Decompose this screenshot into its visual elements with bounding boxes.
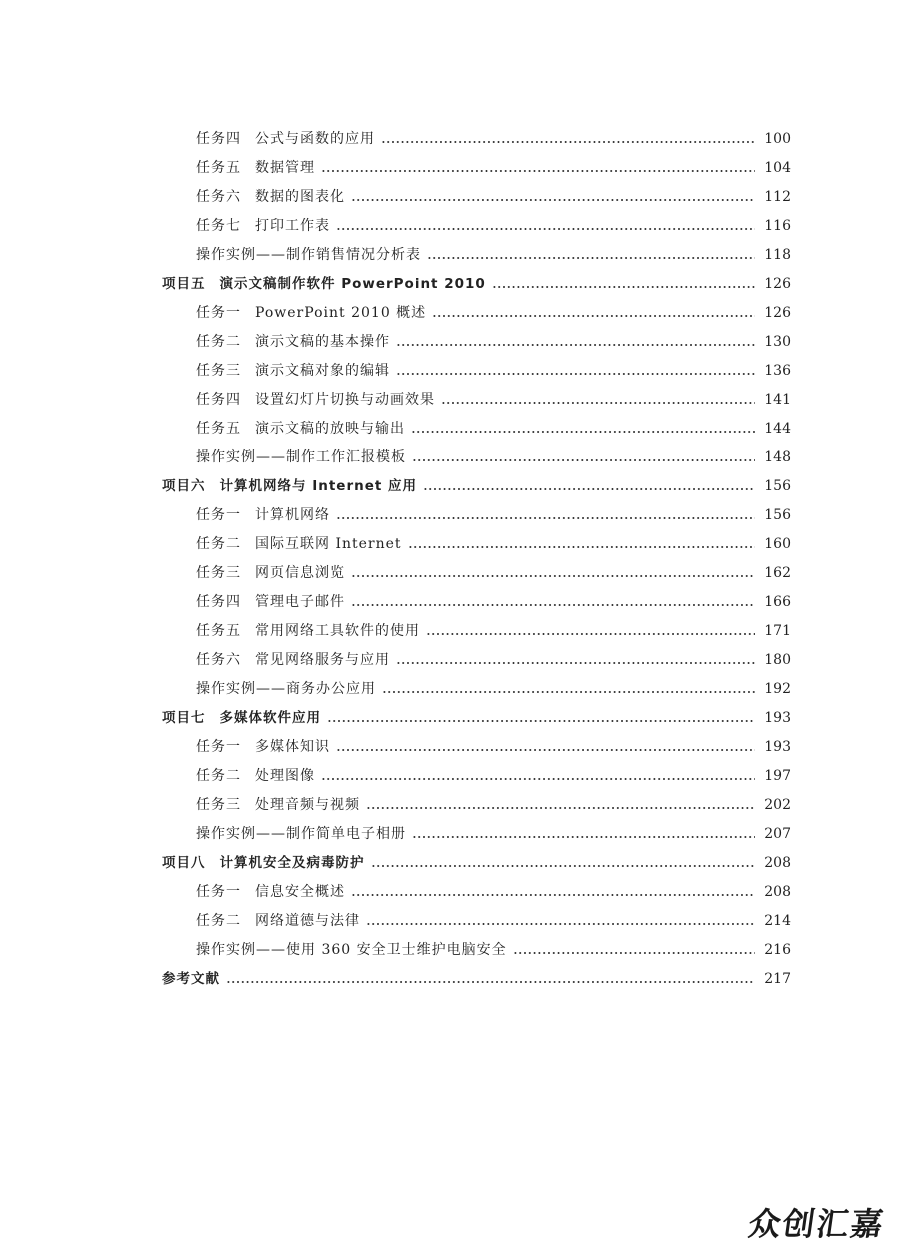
dot-leader	[382, 691, 755, 693]
toc-entry-title: 处理音频与视频	[255, 796, 360, 813]
dot-leader	[351, 575, 755, 577]
dot-leader	[426, 633, 755, 635]
dot-leader	[366, 923, 755, 925]
toc-entry-title: 管理电子邮件	[255, 594, 345, 611]
toc-entry-label	[196, 619, 420, 643]
toc-entry-label	[196, 561, 345, 585]
toc-section-entry	[196, 301, 791, 325]
toc-entry-label	[196, 503, 330, 527]
toc-section-entry	[196, 445, 791, 469]
toc-section-entry	[196, 503, 791, 527]
toc-entry-title: 操作实例——制作简单电子相册	[196, 825, 406, 842]
toc-entry-label	[196, 532, 402, 556]
dot-leader	[336, 228, 755, 230]
toc-section-entry	[196, 417, 791, 441]
toc-section-entry	[196, 648, 791, 672]
dot-leader	[351, 604, 755, 606]
toc-page-number: 116	[764, 217, 791, 234]
toc-page-number: 156	[764, 507, 791, 524]
toc-entry-title: 计算机网络与 Internet 应用	[219, 478, 418, 495]
watermark-logo: 众创汇嘉	[746, 1205, 888, 1243]
toc-entry-number: 任务一	[196, 507, 241, 524]
toc-page-number: 192	[764, 681, 791, 698]
toc-entry-title: 设置幻灯片切换与动画效果	[255, 391, 435, 408]
toc-entry-label	[196, 793, 360, 817]
toc-entry-title: 常用网络工具软件的使用	[255, 623, 420, 640]
toc-section-entry	[196, 243, 791, 267]
toc-chapter-entry	[162, 706, 791, 730]
toc-page-number: 193	[764, 738, 791, 755]
toc-section-entry	[196, 677, 791, 701]
toc-entry-number: 任务五	[196, 420, 241, 437]
toc-entry-label	[196, 243, 421, 267]
toc-entry-label	[196, 938, 507, 962]
toc-section-entry	[196, 938, 791, 962]
dot-leader	[371, 865, 756, 867]
toc-entry-label	[196, 388, 435, 412]
toc-entry-number: 任务五	[196, 623, 241, 640]
toc-section-entry	[196, 127, 791, 151]
toc-page-number: 197	[764, 767, 791, 784]
toc-page-number: 126	[764, 304, 791, 321]
dot-leader	[381, 141, 755, 143]
dot-leader	[513, 952, 755, 954]
toc-page-number: 136	[764, 362, 791, 379]
dot-leader	[327, 720, 755, 722]
toc-entry-title: 演示文稿制作软件 PowerPoint 2010	[219, 275, 486, 292]
dot-leader	[441, 402, 755, 404]
toc-entry-title: 计算机网络	[255, 507, 330, 524]
toc-entry-label	[196, 214, 330, 238]
toc-entry-label	[162, 706, 321, 730]
toc-entry-number: 任务二	[196, 912, 241, 929]
toc-entry-title: 计算机安全及病毒防护	[219, 854, 365, 871]
dot-leader	[321, 778, 755, 780]
toc-entry-title: 处理图像	[255, 767, 315, 784]
dot-leader	[396, 344, 755, 346]
toc-entry-number: 项目五	[162, 275, 206, 292]
toc-entry-number: 任务三	[196, 796, 241, 813]
toc-page-number: 160	[764, 536, 791, 553]
toc-entry-number: 任务三	[196, 565, 241, 582]
toc-entry-title: 操作实例——制作工作汇报模板	[196, 449, 406, 466]
dot-leader	[351, 199, 755, 201]
toc-entry-title: 国际互联网 Internet	[255, 536, 402, 553]
dot-leader	[492, 286, 755, 288]
toc-page-number: 126	[764, 275, 791, 292]
toc-entry-title: 操作实例——使用 360 安全卫士维护电脑安全	[196, 941, 507, 958]
toc-entry-label	[196, 880, 345, 904]
toc-page-number: 141	[764, 391, 791, 408]
toc-page-number: 208	[764, 854, 791, 871]
toc-entry-title: 数据管理	[255, 159, 315, 176]
toc-page-number: 148	[764, 449, 791, 466]
toc-page-number: 156	[764, 478, 791, 495]
dot-leader	[423, 488, 755, 490]
toc-entry-title: 多媒体软件应用	[219, 710, 321, 726]
toc-entry-title: 参考文献	[162, 970, 220, 987]
toc-section-entry	[196, 619, 791, 643]
toc-entry-title: 操作实例——制作销售情况分析表	[196, 246, 421, 263]
toc-entry-title: 网络道德与法律	[255, 912, 360, 929]
toc-entry-number: 任务二	[196, 536, 241, 553]
toc-entry-label	[196, 359, 390, 383]
toc-entry-number: 任务二	[196, 767, 241, 784]
toc-entry-title: 信息安全概述	[255, 883, 345, 900]
toc-page-number: 171	[764, 623, 791, 640]
toc-page-number: 166	[764, 594, 791, 611]
toc-entry-number: 项目八	[162, 854, 206, 871]
toc-section-entry	[196, 532, 791, 556]
toc-page-number: 104	[764, 159, 791, 176]
dot-leader	[432, 315, 755, 317]
dot-leader	[351, 894, 755, 896]
toc-section-entry	[196, 880, 791, 904]
dot-leader	[321, 170, 755, 172]
toc-page-number: 202	[764, 796, 791, 813]
toc-section-entry	[196, 359, 791, 383]
dot-leader	[408, 546, 755, 548]
toc-entry-label	[196, 330, 390, 354]
toc-page-number: 208	[764, 883, 791, 900]
toc-entry-number: 项目七	[162, 710, 206, 726]
toc-entry-title: 操作实例——商务办公应用	[196, 681, 376, 698]
toc-entry-title: 网页信息浏览	[255, 565, 345, 582]
toc-entry-label	[162, 474, 417, 498]
toc-entry-title: 打印工作表	[255, 217, 330, 234]
toc-entry-number: 任务七	[196, 217, 241, 234]
dot-leader	[412, 836, 755, 838]
toc-section-entry	[196, 909, 791, 933]
toc-entry-label	[196, 677, 376, 701]
toc-entry-title: PowerPoint 2010 概述	[255, 304, 427, 321]
toc-page-number: 144	[764, 420, 791, 437]
toc-entry-title: 数据的图表化	[255, 188, 345, 205]
toc-entry-label	[196, 648, 390, 672]
toc-page-number: 118	[764, 246, 791, 263]
toc-entry-number: 任务五	[196, 159, 241, 176]
toc-entry-number: 任务一	[196, 304, 241, 321]
toc-page-number: 180	[764, 652, 791, 669]
toc-entry-number: 任务一	[196, 738, 241, 755]
toc-entry-number: 任务三	[196, 362, 241, 379]
toc-section-entry	[196, 214, 791, 238]
toc-section-entry	[196, 185, 791, 209]
dot-leader	[427, 257, 755, 259]
dot-leader	[411, 431, 755, 433]
toc-entry-title: 演示文稿的放映与输出	[255, 420, 405, 437]
toc-section-entry	[196, 822, 791, 846]
toc-entry-label	[196, 909, 360, 933]
dot-leader	[396, 662, 755, 664]
toc-section-entry	[196, 590, 791, 614]
toc-entry-label	[196, 185, 345, 209]
toc-entry-number: 任务六	[196, 188, 241, 205]
toc-section-entry	[196, 793, 791, 817]
toc-entry-label	[196, 590, 345, 614]
toc-section-entry	[196, 156, 791, 180]
dot-leader	[336, 749, 755, 751]
toc-page-number: 100	[764, 131, 791, 147]
toc-chapter-entry	[162, 272, 791, 296]
toc-entry-number: 任务四	[196, 594, 241, 611]
dot-leader	[366, 807, 755, 809]
toc-page-number: 130	[764, 333, 791, 350]
toc-section-entry	[196, 388, 791, 412]
toc-page-number: 214	[764, 912, 791, 929]
toc-entry-number: 任务四	[196, 131, 241, 147]
dot-leader	[396, 373, 755, 375]
toc-page-number: 216	[764, 941, 791, 958]
toc-entry-label	[196, 156, 315, 180]
toc-chapter-entry	[162, 851, 791, 875]
toc-entry-number: 任务六	[196, 652, 241, 669]
toc-entry-label	[196, 301, 426, 325]
toc-page-number: 193	[764, 710, 791, 726]
dot-leader	[226, 981, 755, 983]
toc-chapter-entry	[162, 474, 791, 498]
toc-page-number: 207	[764, 825, 791, 842]
toc-page-number: 217	[764, 970, 791, 987]
toc-chapter-entry	[162, 967, 791, 991]
toc-entry-title: 演示文稿对象的编辑	[255, 362, 390, 379]
toc-entry-label	[196, 822, 406, 846]
toc-entry-title: 公式与函数的应用	[255, 131, 375, 147]
toc-section-entry	[196, 735, 791, 759]
toc-entry-title: 多媒体知识	[255, 738, 330, 755]
toc-section-entry	[196, 561, 791, 585]
toc-entry-number: 任务二	[196, 333, 241, 350]
toc-entry-label	[196, 764, 315, 788]
toc-entry-number: 任务四	[196, 391, 241, 408]
toc-page-number: 162	[764, 565, 791, 582]
toc-entry-number: 项目六	[162, 478, 206, 495]
toc-page-number: 112	[764, 188, 791, 205]
toc-entry-label	[196, 445, 406, 469]
dot-leader	[412, 459, 755, 461]
toc-section-entry	[196, 764, 791, 788]
toc-section-entry	[196, 330, 791, 354]
toc-entry-label	[162, 851, 365, 875]
toc-entry-label	[196, 417, 405, 441]
toc-entry-label	[162, 272, 486, 296]
toc-entry-label	[162, 967, 220, 991]
toc-entry-title: 演示文稿的基本操作	[255, 333, 390, 350]
toc-entry-title: 常见网络服务与应用	[255, 652, 390, 669]
toc-entry-number: 任务一	[196, 883, 241, 900]
toc-entry-label	[196, 127, 375, 151]
toc-entry-label	[196, 735, 330, 759]
dot-leader	[336, 517, 755, 519]
